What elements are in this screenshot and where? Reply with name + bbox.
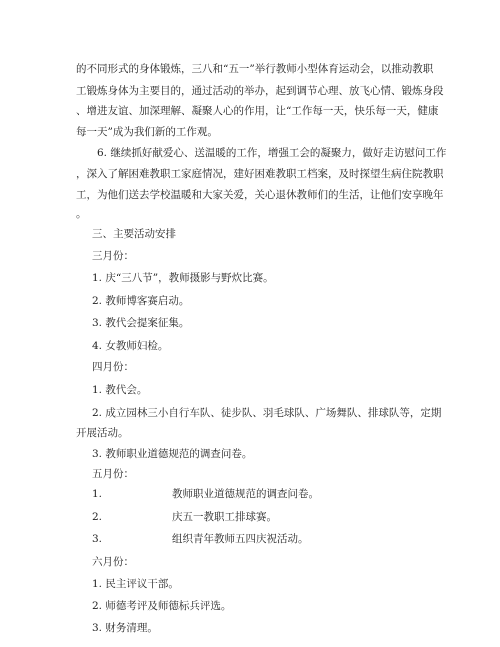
paragraph-line: 。 [76, 208, 87, 220]
paragraph-line: ，深入了解困难教职工家庭情况，建好困难教职工档案，及时探望生病住院教职 [76, 168, 444, 180]
list-item-number: 1. [92, 488, 103, 500]
month-heading: 四月份： [92, 361, 134, 373]
month-heading: 五月份： [92, 468, 134, 480]
list-item: 3. 财务清理。 [92, 622, 158, 634]
list-item: 2. 教师博客赛启动。 [92, 295, 190, 307]
list-item-number: 2. [92, 511, 103, 523]
month-heading: 六月份： [92, 556, 134, 568]
list-item-text: 教师职业道德规范的调查问卷。 [172, 488, 319, 500]
list-item: 2. 师德考评及师德标兵评选。 [92, 600, 232, 612]
month-heading: 三月份： [92, 250, 134, 262]
paragraph-line: 工锻炼身体为主要目的，通过活动的举办，起到调节心理、放飞心情、锻炼身段 [76, 85, 444, 97]
list-item-number: 3. [92, 533, 103, 545]
list-item: 1. 教代会。 [92, 384, 148, 396]
paragraph-line: 、增进友谊、加深理解、凝聚人心的作用，让“工作每一天，快乐每一天，健康 [76, 105, 439, 117]
section-heading: 三、主要活动安排 [92, 228, 176, 240]
list-item: 3. 教师职业道德规范的调查问卷。 [92, 448, 253, 460]
paragraph-line: 每一天”成为我们新的工作观。 [76, 126, 218, 138]
paragraph-line: 6. 继续抓好献爱心、送温暖的工作，增强工会的凝聚力，做好走访慰问工作 [97, 147, 447, 159]
paragraph-line: 的不同形式的身体锻炼，三八和“五一”举行教师小型体育运动会，以推动教职 [76, 63, 434, 75]
list-item: 1. 庆“三八节”，教师摄影与野炊比赛。 [92, 272, 274, 284]
list-item: 4. 女教师妇检。 [92, 340, 169, 352]
list-item: 3. 教代会提案征集。 [92, 317, 190, 329]
list-item-text: 庆五一教职工排球赛。 [172, 511, 277, 523]
list-item-text: 组织青年教师五四庆祝活动。 [172, 533, 309, 545]
paragraph-line: 工，为他们送去学校温暖和大家关爱，关心退休教师们的生活，让他们安享晚年 [76, 189, 444, 201]
list-item: 1. 民主评议干部。 [92, 578, 179, 590]
list-item-continuation: 开展活动。 [76, 427, 129, 439]
list-item: 2. 成立园林三小自行车队、徒步队、羽毛球队、广场舞队、排球队等，定期 [92, 407, 442, 419]
